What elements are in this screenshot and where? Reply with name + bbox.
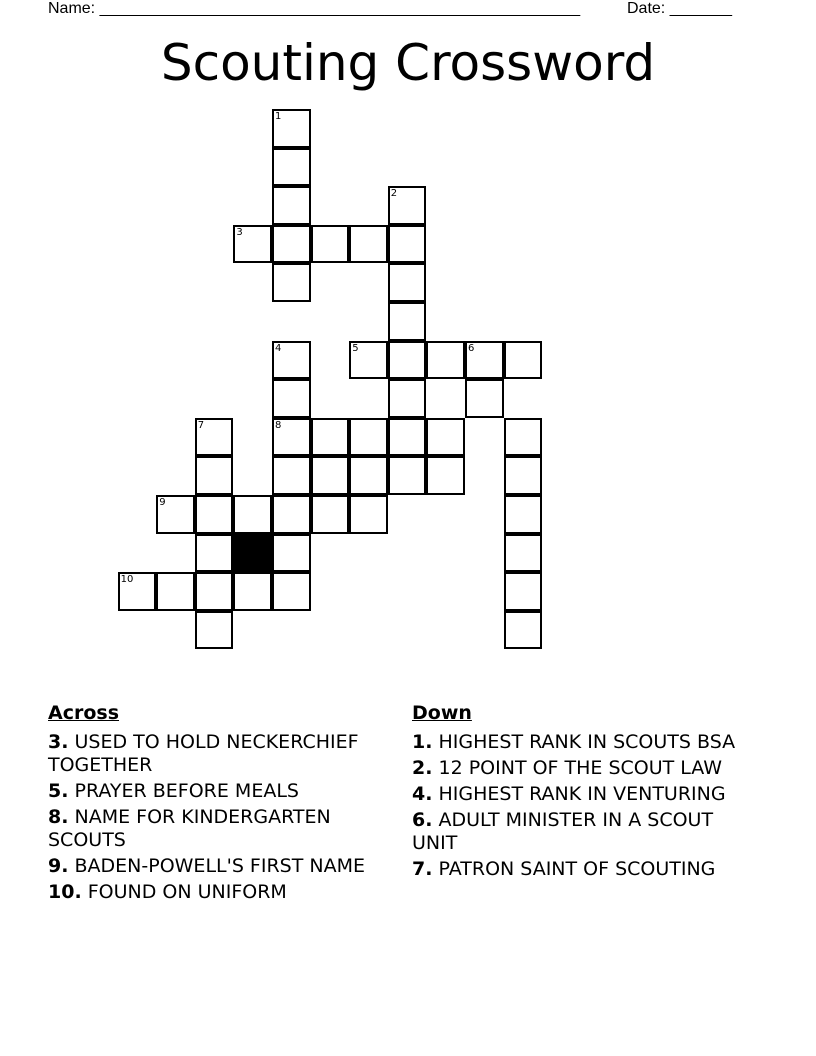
- clue-text: ADULT MINISTER IN A SCOUT UNIT: [412, 809, 714, 854]
- clue-down-7: [412, 858, 752, 881]
- crossword-cell[interactable]: [465, 341, 504, 380]
- crossword-cell[interactable]: [349, 225, 388, 264]
- crossword-cell[interactable]: [388, 186, 427, 225]
- crossword-cell[interactable]: [388, 456, 427, 495]
- clue-text: BADEN-POWELL'S FIRST NAME: [74, 855, 365, 877]
- clue-number: 9.: [48, 855, 69, 877]
- clue-text: PATRON SAINT OF SCOUTING: [438, 858, 716, 880]
- clue-text: USED TO HOLD NECKERCHIEF TOGETHER: [48, 731, 359, 776]
- clue-number: 5.: [48, 780, 69, 802]
- clue-number-label: 4: [275, 342, 282, 354]
- down-heading: Down: [412, 702, 472, 724]
- crossword-cell[interactable]: [272, 341, 311, 380]
- clue-number-label: 7: [197, 419, 205, 431]
- clue-number: 7.: [412, 858, 433, 880]
- crossword-cell[interactable]: [311, 225, 350, 264]
- clue-text: HIGHEST RANK IN VENTURING: [438, 783, 726, 805]
- crossword-cell[interactable]: [195, 495, 234, 534]
- crossword-cell[interactable]: [195, 418, 234, 457]
- clue-number-label: 2: [390, 188, 398, 200]
- crossword-cell[interactable]: [388, 418, 427, 457]
- crossword-cell[interactable]: [504, 534, 543, 573]
- crossword-cell[interactable]: [388, 302, 427, 341]
- crossword-cell[interactable]: [272, 225, 311, 264]
- clue-across-8: [48, 806, 393, 852]
- crossword-cell[interactable]: [272, 186, 311, 225]
- crossword-cell[interactable]: [118, 572, 157, 611]
- crossword-cell[interactable]: [426, 341, 465, 380]
- clue-across-9: [48, 855, 393, 878]
- crossword-cell[interactable]: [465, 379, 504, 418]
- crossword-cell[interactable]: [272, 418, 311, 457]
- name-field-label: Name: ______________________________________________________: [48, 0, 581, 17]
- crossword-cell[interactable]: [272, 109, 311, 148]
- clue-number-label: 3: [236, 226, 243, 238]
- clue-text: NAME FOR KINDERGARTEN SCOUTS: [48, 806, 331, 851]
- across-heading: Across: [48, 702, 120, 724]
- crossword-cell[interactable]: [349, 456, 388, 495]
- crossword-cell[interactable]: [156, 572, 195, 611]
- blocked-cell: [233, 534, 272, 573]
- crossword-cell[interactable]: [388, 263, 427, 302]
- clue-number-label: 10: [120, 574, 134, 586]
- crossword-cell[interactable]: [272, 534, 311, 573]
- clue-text: HIGHEST RANK IN SCOUTS BSA: [438, 731, 736, 753]
- crossword-cell[interactable]: [388, 225, 427, 264]
- clue-number: 2.: [412, 757, 433, 779]
- clue-number-label: 1: [275, 111, 282, 122]
- crossword-cell[interactable]: [272, 572, 311, 611]
- crossword-cell[interactable]: [272, 263, 311, 302]
- crossword-cell[interactable]: [504, 611, 543, 650]
- crossword-cell[interactable]: [388, 341, 427, 380]
- crossword-cell[interactable]: [349, 341, 388, 380]
- crossword-cell[interactable]: [272, 148, 311, 187]
- crossword-cell[interactable]: [426, 456, 465, 495]
- clue-number-label: 5: [352, 342, 359, 354]
- page-title: Scouting Crossword: [160, 34, 656, 92]
- crossword-cell[interactable]: [233, 495, 272, 534]
- clue-text: FOUND ON UNIFORM: [87, 881, 287, 903]
- crossword-cell[interactable]: [272, 495, 311, 534]
- crossword-cell[interactable]: [156, 495, 195, 534]
- clue-number: 8.: [48, 806, 69, 828]
- crossword-cell[interactable]: [195, 611, 234, 650]
- crossword-cell[interactable]: [504, 418, 543, 457]
- clue-number-label: 6: [468, 342, 475, 354]
- across-clues: [48, 702, 393, 907]
- clue-number-label: 9: [159, 497, 166, 508]
- clue-across-3: [48, 731, 393, 777]
- clue-across-5: [48, 780, 393, 803]
- date-field-label: Date: _______: [627, 0, 732, 17]
- crossword-cell[interactable]: [195, 534, 234, 573]
- crossword-cell[interactable]: [504, 495, 543, 534]
- crossword-cell[interactable]: [504, 341, 543, 380]
- crossword-cell[interactable]: [388, 379, 427, 418]
- crossword-cell[interactable]: [426, 418, 465, 457]
- clue-down-6: [412, 809, 752, 855]
- clue-text: PRAYER BEFORE MEALS: [74, 780, 299, 802]
- crossword-cell[interactable]: [233, 572, 272, 611]
- crossword-cell[interactable]: [311, 495, 350, 534]
- clue-down-2: [412, 757, 752, 780]
- clue-number: 6.: [412, 809, 433, 831]
- clue-down-4: [412, 783, 752, 806]
- clue-number: 1.: [412, 731, 433, 753]
- clue-number: 3.: [48, 731, 69, 753]
- crossword-cell[interactable]: [349, 418, 388, 457]
- crossword-cell[interactable]: [311, 456, 350, 495]
- clue-down-1: [412, 731, 752, 754]
- crossword-cell[interactable]: [195, 456, 234, 495]
- crossword-cell[interactable]: [233, 225, 272, 264]
- clue-number-label: 8: [275, 419, 282, 431]
- crossword-cell[interactable]: [272, 456, 311, 495]
- clue-number: 10.: [48, 881, 82, 903]
- clue-number: 4.: [412, 783, 433, 805]
- crossword-cell[interactable]: [272, 379, 311, 418]
- crossword-cell[interactable]: [311, 418, 350, 457]
- clue-text: 12 POINT OF THE SCOUT LAW: [438, 757, 723, 779]
- crossword-cell[interactable]: [195, 572, 234, 611]
- crossword-cell[interactable]: [504, 456, 543, 495]
- clue-across-10: [48, 881, 393, 904]
- crossword-cell[interactable]: [349, 495, 388, 534]
- down-clues: [412, 702, 752, 884]
- crossword-cell[interactable]: [504, 572, 543, 611]
